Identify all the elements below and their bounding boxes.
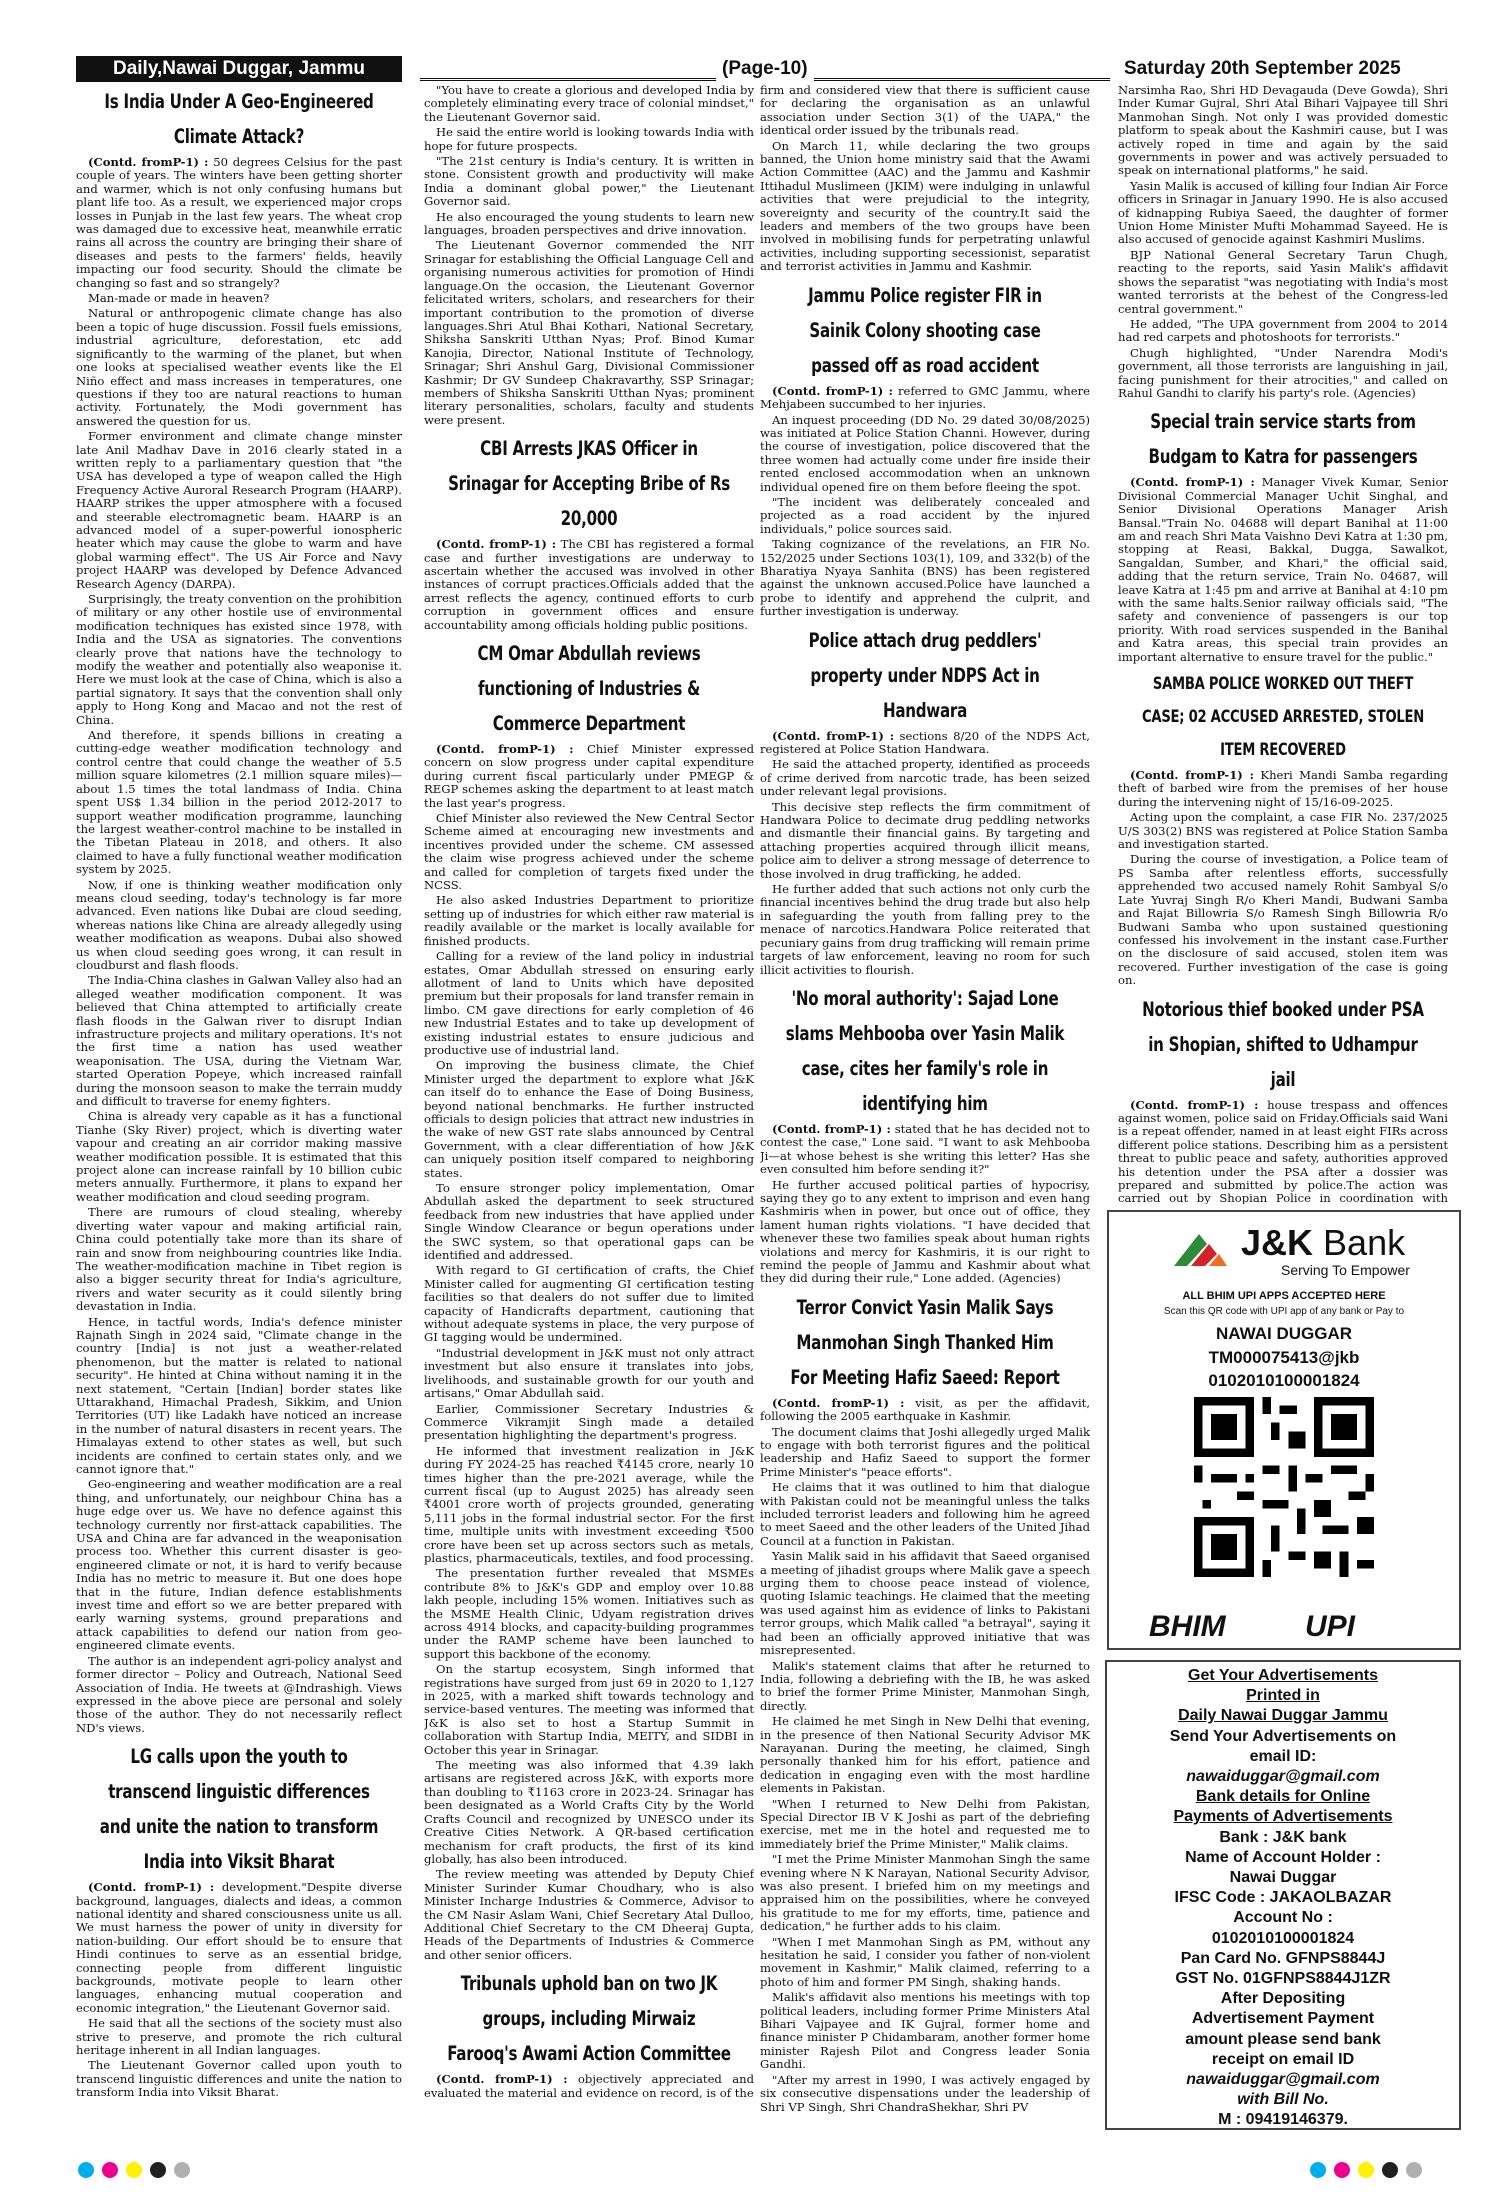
headline-cm-review: CM Omar Abdullah reviews functioning of Industries & Commerce Department bbox=[477, 642, 701, 735]
ad-email[interactable]: nawaiduggar@gmail.com bbox=[1186, 2071, 1380, 2089]
headline-lg-youth: LG calls upon the youth to transcend linguistic differences and unite the nation to transform India into Viksit Bharat bbox=[99, 1745, 379, 1874]
article-text: He said the attached property, identified as proceeds of crime derived from narcotic trade, has been seized under relevant legal provisions. bbox=[760, 757, 1090, 799]
article-text: sections 8/20 of the NDPS Act, registered at Police Station Handwara. bbox=[760, 728, 1090, 756]
column-1 bbox=[76, 84, 402, 2164]
article-text: "After my arrest in 1990, I was actively engaged by six consecutive dispensations under the leadership of Shri VP Singh, Shri ChandraShekhar, Shri PV bbox=[760, 2072, 1090, 2114]
article-text: firm and considered view that there is sufficient cause for declaring the organisation as an unlawful association under Section 3(1) of the UAPA," the identical order issued by the tribunals read. bbox=[760, 84, 1090, 138]
contd-label: (Contd. fromP-1) : bbox=[772, 383, 893, 398]
article-text: The review meeting was attended by Deputy Chief Minister Surinder Kumar Choudhary, who is also Minister Incharge Industries & Commerce, Advisor to the CM Nasir Aslam Wani, Chief Secretary Atal Dulloo, Additional Chief Secretary to the CM Dheeraj Gupta, Heads of the Departments of Industries & Commerce and other senior officers. bbox=[424, 1867, 754, 1962]
scan-instruction-text: Scan this QR code with UPI app of any bank or Pay to bbox=[1163, 1306, 1405, 1317]
account-number: 0102010100001824 bbox=[1208, 1371, 1360, 1390]
article-text: On March 11, while declaring the two groups banned, the Union home ministry said that the Awami Action Committee (AAC) and the Jammu and Kashmir Ittihadul Muslimeen (JKIM) were indulging in unlawful activities that were prejudicial to the integrity, sovereignty and security of the country.It said the leaders and members of the two groups have been involved in mobilising funds for perpetrating unlawful activities, including supporting secessionist, separatist and terrorist activities in Jammu and Kashmir. bbox=[760, 138, 1090, 274]
headline-sainik-colony: Jammu Police register FIR in Sainik Colony shooting case passed off as road accident bbox=[808, 283, 1042, 377]
article-text: The Lieutenant Governor called upon youth to transcend linguistic differences and unite the nation to transform India into Viksit Bharat. bbox=[76, 2058, 402, 2100]
contd-label: (Contd. fromP-1) : bbox=[436, 2072, 568, 2087]
ad-line: Get Your Advertisements bbox=[1188, 1667, 1378, 1684]
article-text: Former environment and climate change minster late Anil Madhav Dave in 2016 clearly stated in a written reply to a parliamentary question that "the USA has developed a type of weapon called the High Frequency Active Auroral Research Program (HAARP). HAARP strikes the upper atmosphere with a focused and steerable electromagnetic beam. HAARP is an advanced model of a super-powerful ionospheric heater which may cause the globe to warm and have global warming effect". The US Air Force and Navy project HAARP was developed by Defence Advanced Research Agency (DARPA). bbox=[76, 429, 402, 591]
logo-word: Bank bbox=[1323, 1222, 1406, 1263]
article-text: Acting upon the complaint, a case FIR No. 237/2025 U/S 303(2) BNS was registered at Police Station Samba and investigation started. bbox=[1118, 810, 1448, 852]
article-text: house trespass and offences against women, police said on Friday.Officials said Wani is a repeat offender, named in at least eight FIRs across different police stations. Describing him as a persistent threat to public peace and safety, authorities approved his detention under the PSA after a dossier was prepared and submitted by police.The action was carried out by Shopian Police in coordination with bbox=[1118, 1097, 1448, 1204]
headline-yasin-malik: Terror Convict Yasin Malik Says Manmohan Singh Thanked Him For Meeting Hafiz Saeed: Report bbox=[790, 1295, 1060, 1389]
bhim-logo: BHIM bbox=[1149, 1610, 1226, 1643]
article-text: An inquest proceeding (DD No. 29 dated 30/08/2025) was initiated at Police Station Channi. However, during the course of investigation, police discovered that the three women had actually come under fire inside their rented enclosed accommodation when an unknown individual opened fire on them before fleeing the spot. bbox=[760, 412, 1090, 494]
article-text: To ensure stronger policy implementation, Omar Abdullah asked the department to seek structured feedback from new industries that have applied under Single Window Clearance or begun operations under the SWC system, so that operational gaps can be identified and addressed. bbox=[424, 1181, 754, 1263]
ad-line: email ID: bbox=[1249, 1747, 1317, 1765]
registration-dot bbox=[1310, 2162, 1326, 2178]
article-text: "You have to create a glorious and developed India by completely eliminating every trace of colonial mindset," the Lieutenant Governor said. bbox=[424, 84, 754, 124]
jk-bank-logo-icon bbox=[1169, 1226, 1229, 1276]
article-text: The document claims that Joshi allegedly urged Malik to engage with both terrorist figures and the political leadership and Hafiz Saeed to support the former Prime Minister's "peace efforts". bbox=[760, 1424, 1090, 1479]
contd-label: (Contd. fromP-1) : bbox=[772, 728, 894, 743]
ad-phone: M : 09419146379. bbox=[1218, 2111, 1348, 2129]
ad-line: Bank : J&K bank bbox=[1219, 1828, 1347, 1846]
article-text: "I met the Prime Minister Manmohan Singh the same evening where N K Narayan, National Security Advisor, was also present. I briefed him on my meetings and appraised him on the possibilities, where he conveyed his gratitude to me for my efforts, time, patience and dedication," he further adds to his claim. bbox=[760, 1852, 1090, 1934]
article-text: On improving the business climate, the Chief Minister urged the department to explore what J&K can itself do to enhance the Ease of Doing Business, beyond national benchmarks. He further instructed officials to design policies that attract new industries in the wake of new GST rate slabs announced by Central Government, with a clear differentiation of how J&K can uniquely position itself compared to neighboring states. bbox=[424, 1058, 754, 1180]
article-text: He also encouraged the young students to learn new languages, broaden perspectives and drive innovation. bbox=[424, 209, 754, 238]
headline-samba-police: SAMBA POLICE WORKED OUT THEFT CASE; 02 ACCUSED ARRESTED, STOLEN ITEM RECOVERED bbox=[1142, 674, 1424, 761]
article-text: Natural or anthropogenic climate change has also been a topic of huge discussion. Fossil fuels emissions, industrial agriculture, deforestation, etc add significantly to the warming of the planet, but when one looks at specialised weather events like the El Niño effect and mass increases in temperatures, one questions if they too are natural reactions to human activity. Fortunately, the Modi government has answered the question for us. bbox=[76, 306, 402, 428]
registration-dot bbox=[174, 2162, 190, 2178]
ad-line: Bank details for Online bbox=[1195, 1788, 1371, 1806]
headline-geo-engineered: Is India Under A Geo-Engineered Climate Attack? bbox=[104, 90, 374, 148]
payee-name: NAWAI DUGGAR bbox=[1216, 1324, 1352, 1343]
article-text: development."Despite diverse background, languages, dialects and ideas, a common national identity and shared consciousness unite us all. We must harness the power of unity in diversity for nation-building. Our effort should be to ensure that Hindi continues to serve as an essential bridge, connecting people from different linguistic backgrounds, motivate people to learn other languages, enhancing mutual cooperation and economic integration," the Lieutenant Governor said. bbox=[76, 1880, 402, 2015]
article-text: The Lieutenant Governor commended the NIT Srinagar for establishing the Official Language Cell and organising numerous activities for promotion of Hindi language.On the occasion, the Lieutenant Governor felicitated writers, scholars, and researchers for their important contribution to the promotion of diverse languages.Shri Atul Bhai Kothari, National Secretary, Shiksha Sanskriti Utthan Nyas; Prof. Binod Kumar Kanojia, Director, National Institute of Technology, Srinagar; Shri Anshul Garg, Divisional Commissioner Kashmir; Dr GV Sundeep Chakravarthy, SSP Srinagar; members of Shiksha Sanskriti Utthan Nyas; prominent literary personalities, scholars, faculty and students were present. bbox=[424, 238, 754, 427]
article-text: The author is an independent agri-policy analyst and former director – Policy and Outreach, National Seed Association of India. He tweets at @Indrashigh. Views expressed in the above piece are personal and solely those of the author. They do not necessarily reflect ND's views. bbox=[76, 1653, 402, 1735]
article-text: And therefore, it spends billions in creating a cutting-edge weather modification technology and control centre that could change the weather of 5.5 million square kilometres (2.1 million square miles)—about 1.5 times the total landmass of India. China spent US$ 1.34 billion in the period 2012-2017 to support weather modification programme, launching the largest weather-control machine to be installed in the Tibetan Plateau in 2018, and others. It also claimed to have a fully functional weather modification system by 2025. bbox=[76, 728, 402, 877]
headline-tribunals: Tribunals uphold ban on two JK groups, including Mirwaiz Farooq's Awami Action Committee bbox=[447, 1972, 731, 2066]
article-text: During the course of investigation, a Police team of PS Samba after relentless efforts, successfully apprehended two accused namely Rohit Sambyal S/o Late Yuvraj Singh R/o Kheri Mandi, Budwani Samba and Rajat Billowria S/o Ramesh Singh Billowria R/o Budwani Samba who upon sustained questioning confessed his involvement in the instant case.Further on the disclosure of said accused, stolen item was recovered. Further investigation of the case is going on. bbox=[1118, 852, 1448, 988]
article-text: Earlier, Commissioner Secretary Industries & Commerce Vikramjit Singh made a detailed presentation highlighting the department's progress. bbox=[424, 1401, 754, 1443]
advertisement-info-box bbox=[1105, 1660, 1461, 2130]
contd-label: (Contd. fromP-1) : bbox=[1130, 475, 1255, 490]
ad-line: Printed in bbox=[1246, 1687, 1320, 1705]
article-text: Chief Minister expressed concern on slow progress under capital expenditure during current fiscal particularly under PMEGP & REGP schemes asking the department to at least match the last year's progress. bbox=[424, 742, 754, 810]
contd-label: (Contd. fromP-1) : bbox=[1130, 768, 1254, 783]
article-text: stated that he has decided not to contest the case," Lone said. "I want to ask Mehbooba Ji—at whose behest is she writing this letter? Has she even consulted him before sending it?" bbox=[760, 1121, 1090, 1177]
registration-dot bbox=[1358, 2162, 1374, 2178]
article-text: visit, as per the affidavit, following the 2005 earthquake in Kashmir. bbox=[760, 1395, 1090, 1424]
contd-label: (Contd. fromP-1) : bbox=[436, 537, 557, 552]
article-text: BJP National General Secretary Tarun Chugh, reacting to the reports, said Yasin Malik's affidavit shows the separatist "was negotiating with India's most wanted terrorists at the behest of the Congress-led central government." bbox=[1118, 247, 1448, 316]
article-text: With regard to GI certification of crafts, the Chief Minister called for augmenting GI certification testing facilities so that dealers do not suffer due to limited capacity of Handicrafts department, cautioning that without adequate systems in place, the very purpose of GI tagging would be undermined. bbox=[424, 1263, 754, 1345]
ad-email[interactable]: nawaiduggar@gmail.com bbox=[1186, 1768, 1380, 1786]
contd-label: (Contd. fromP-1) : bbox=[772, 1121, 891, 1136]
article-text: China is already very capable as it has a functional Tianhe (Sky River) project, which is diverting water vapour and creating an air corridor making massive weather modification possible. It is estimated that this project alone can increase rainfall by 10 billion cubic meters annually. Furthermore, it plans to expand her weather modification and cloud seeding program. bbox=[76, 1109, 402, 1204]
article-text: "The 21st century is India's century. It is written in stone. Consistent growth and productivity will make India a dominant global power," the Lieutenant Governor said. bbox=[424, 154, 754, 209]
contd-label: (Contd. fromP-1) : bbox=[1130, 1097, 1259, 1112]
bank-tagline: Serving To Empower bbox=[1281, 1262, 1410, 1278]
article-text: There are rumours of cloud stealing, whereby diverting water vapour and making artificial rain, China could potentially take more than its share of rain and snow from neighbouring countries like India. The weather-modification machine in Tibet region is also a bigger security threat for India's agriculture, rivers and water security as it could silently bring devastation in India. bbox=[76, 1205, 402, 1314]
upi-id: TM000075413@jkb bbox=[1208, 1348, 1360, 1367]
article-text: Hence, in tactful words, India's defence minister Rajnath Singh in 2024 said, "Climate change in the country [India] is not just a weather-related phenomenon, but the matter is related to national security". He hinted at China without naming it in the next statement, "Certain [Indian] border states like Uttarakhand, Himachal Pradesh, Sikkim, and Union Territories (UT) like Ladakh have noticed an increase in the number of natural disasters in recent years. The Himalayas extend to other states as well, but such incidents are confined to certain states only, and we cannot ignore that." bbox=[76, 1314, 402, 1476]
registration-dot bbox=[1334, 2162, 1350, 2178]
registration-dot bbox=[102, 2162, 118, 2178]
article-text: On the startup ecosystem, Singh informed that registrations have surged from just 69 in 2020 to 1,127 in 2025, with a marked shift towards technology and service-based ventures. The meeting was informed that J&K is also set to host a Startup Summit in collaboration with Startup India, MEITY, and SIDBI in October this year in Srinagar. bbox=[424, 1662, 754, 1757]
article-text: Geo-engineering and weather modification are a real thing, and unfortunately, our neighbour China has a huge edge over us. We have no defence against this technology currently nor first-attack capabilities. The USA and China are far advanced in the weaponisation process too. Whether this current disaster is geo-engineered climate or not, it is hard to verify because India has no metric to measure it. But one does hope that in the future, Indian defence establishments invest time and effort so we are better prepared with early warning systems, ground preparations and attack capabilities to defend our nation from geo-engineered climate events. bbox=[76, 1477, 402, 1653]
article-text: The presentation further revealed that MSMEs contribute 8% to J&K's GDP and employ over 10.88 lakh people, including 15% women. Initiatives such as the MSME Health Clinic, Udyam registration drives across 4914 blocks, and capacity-building programmes under the RAMP scheme have been launched to support this backbone of the economy. bbox=[424, 1566, 754, 1661]
ad-line: Nawai Duggar bbox=[1229, 1869, 1337, 1887]
ad-line: Daily Nawai Duggar Jammu bbox=[1178, 1707, 1388, 1725]
article-text: He said that all the sections of the society must also strive to preserve, and promote the rich cultural heritage inherent in all Indian languages. bbox=[76, 2016, 402, 2057]
headline-handwara: Police attach drug peddlers' property under NDPS Act in Handwara bbox=[808, 628, 1042, 722]
masthead bbox=[0, 56, 1500, 86]
issue-date: Saturday 20th September 2025 bbox=[1124, 58, 1401, 79]
registration-dot bbox=[126, 2162, 142, 2178]
jk-bank-advertisement bbox=[1107, 1210, 1461, 1650]
ad-line: Name of Account Holder : bbox=[1185, 1848, 1381, 1866]
article-text: He claims that it was outlined to him that dialogue with Pakistan could not be meaningful unless the talks included terrorist leaders and following him he agreed to meet Saeed and the other leaders of the United Jihad Council at a function in Pakistan. bbox=[760, 1480, 1090, 1548]
ad-line: Payments of Advertisements bbox=[1173, 1808, 1393, 1826]
article-text: He added, "The UPA government from 2004 to 2014 had red carpets and photoshoots for terrorists." bbox=[1118, 316, 1448, 345]
contd-label: (Contd. fromP-1) : bbox=[88, 1880, 215, 1895]
headline-sajad-lone: 'No moral authority': Sajad Lone slams Mehbooba over Yasin Malik case, cites her family's role in identifying him bbox=[785, 986, 1065, 1115]
contd-label: (Contd. fromP-1) : bbox=[436, 742, 574, 756]
registration-dot bbox=[1406, 2162, 1422, 2178]
article-text: Surprisingly, the treaty convention on the prohibition of military or any other hostile use of environmental modification techniques has existed since 1978, with India and the USA as signatories. The conventions clearly prove that nations have the technology to modify the weather and potentially also weaponise it. Here we must look at the case of China, which is also a partial signatory. It says that the convention shall only apply to Hong Kong and Macao and not the rest of China. bbox=[76, 592, 402, 727]
paper-name: Daily,Nawai Duggar, Jammu bbox=[76, 56, 402, 82]
contd-label: (Contd. fromP-1) : bbox=[772, 1395, 905, 1410]
article-text: Narsimha Rao, Shri HD Devagauda (Deve Gowda), Shri Inder Kumar Gujral, Shri Atal Bihari Vajpayee till Shri Manmohan Singh. Not only I was provided domestic platform to speak about the Kashmiri cause, but I was actively roped in time and again by the said governments in power and was actively persuaded to speak on international platforms," he said. bbox=[1118, 84, 1448, 178]
bank-logo-text bbox=[1241, 1222, 1405, 1264]
ad-line: Send Your Advertisements on bbox=[1169, 1727, 1397, 1745]
headline-notorious-thief: Notorious thief booked under PSA in Shopian, shifted to Udhampur jail bbox=[1142, 997, 1424, 1091]
article-text: "When I met Manmohan Singh as PM, without any hesitation he said, I consider you father of non-violent movement in Kashmir," Malik claimed, referring to a photo of him and former PM Singh, shaking hands. bbox=[760, 1934, 1090, 1989]
ad-line: Advertisement Payment bbox=[1191, 2010, 1375, 2028]
article-text: Yasin Malik said in his affidavit that Saeed organised a meeting of jihadist groups where Malik gave a speech urging them to choose peace instead of violence, quoting Islamic teachings. He claimed that the meeting was used against him as evidence of links to Pakistani terror groups, which Malik called "a betrayal", saying it had been an officially approved initiative that was misrepresented. bbox=[760, 1549, 1090, 1658]
column-2 bbox=[424, 84, 754, 2164]
article-text: He also asked Industries Department to prioritize setting up of industries for which either raw material is readily available or the market is locally available for finished products. bbox=[424, 893, 754, 948]
page-number: (Page-10) bbox=[716, 56, 814, 82]
article-text: Taking cognizance of the revelations, an FIR No. 152/2025 under Sections 103(1), 109, and 332(b) of the Bharatiya Nyaya Sanhita (BNS) has been registered against the unknown accused.Police have launched a probe to identify and apprehend the culprit, and further investigation is underway. bbox=[760, 537, 1090, 619]
article-text: He further added that such actions not only curb the financial incentives behind the drug trade but also help in safeguarding the youth from falling prey to the menace of narcotics.Handwara Police reiterated that pecuniary gains from drug trafficking will remain prime targets of law enforcement, leaving no room for such illicit activities to flourish. bbox=[760, 882, 1090, 977]
registration-dot bbox=[78, 2162, 94, 2178]
article-text: The meeting was also informed that 4.39 lakh artisans are registered across J&K, with exports more than doubling to ₹1163 crore in 2023-24. Srinagar has been designated as a World Crafts City by the World Crafts Council and recognized by UNESCO under its Creative Cities Network. A QR-based certification mechanism for craft products, the first of its kind globally, has also been introduced. bbox=[424, 1758, 754, 1866]
ad-line: with Bill No. bbox=[1237, 2091, 1329, 2109]
article-text: Kheri Mandi Samba regarding theft of barbed wire from the premises of her house during the intervening night of 15/16-09-2025. bbox=[1118, 768, 1448, 809]
headline-special-train: Special train service starts from Budgam to Katra for passengers bbox=[1148, 410, 1418, 469]
article-text: referred to GMC Jammu, where Mehjabeen succumbed to her injuries. bbox=[760, 383, 1090, 412]
registration-dot bbox=[150, 2162, 166, 2178]
article-text: He informed that investment realization in J&K during FY 2024-25 has reached ₹4145 crore, nearly 10 times higher than the pre-2021 average, while the current fiscal (up to August 2025) has already seen ₹4001 crore worth of projects grounded, generating 5,111 jobs in the formal industrial sector. For the first time, multiple units with investment exceeding ₹500 crore have been set up across sectors such as metals, plastics, pharmaceuticals, textiles, and food processing. bbox=[424, 1443, 754, 1565]
ad-line: GST No. 01GFNPS8844J1ZR bbox=[1175, 1970, 1391, 1988]
column-3 bbox=[760, 84, 1090, 2164]
ad-line: Account No : bbox=[1233, 1909, 1333, 1927]
article-text: This decisive step reflects the firm commitment of Handwara Police to decimate drug peddling networks and dismantle their financial gains. By targeting and attaching properties acquired through illicit means, police aim to deliver a strong message of deterrence to those involved in drug trafficking, he added. bbox=[760, 799, 1090, 881]
article-text: Malik's affidavit also mentions his meetings with top political leaders, including former Prime Ministers Atal Bihari Vajpayee and IK Gujral, former home and finance minister P Chidambaram, another former home minister Rajesh Pilot and Congress leader Sonia Gandhi. bbox=[760, 1990, 1090, 2072]
ad-line: Pan Card No. GFNPS8844J bbox=[1180, 1949, 1386, 1967]
logo-prefix: J&K bbox=[1241, 1222, 1314, 1263]
article-text: Man-made or made in heaven? bbox=[88, 291, 270, 306]
ad-line: receipt on email ID bbox=[1211, 2050, 1355, 2068]
article-text: Malik's statement claims that after he returned to India, following a debriefing with the IB, he was asked to brief the former Prime Minister, Manmohan Singh, directly. bbox=[760, 1658, 1090, 1713]
ad-line: IFSC Code : JAKAOLBAZAR bbox=[1174, 1889, 1392, 1907]
article-text: 50 degrees Celsius for the past couple of years. The winters have been getting shorter and warmer, which is not only confusing humans but plant life too. As a result, we experienced major crops losses in Punjab in the last few years. The wheat crop was damaged due to excessive heat, meanwhile erratic rains all across the country are bringing their share of diseases and pests to the farmers' fields, heavily impacting our food security. Should the climate be changing so fast and so strangely? bbox=[76, 155, 402, 290]
column-4 bbox=[1118, 84, 1448, 1204]
article-text: Chief Minister also reviewed the New Central Sector Scheme aimed at encouraging new investments and incentives provided under the scheme. CM assessed the claim wise progress achieved under the scheme and called for completion of targets fixed under the NCSS. bbox=[424, 811, 754, 893]
article-text: Calling for a review of the land policy in industrial estates, Omar Abdullah stressed on ensuring early allotment of land to Units which have deposited premium but their proposals for land transfer remain in limbo. CM gave directions for early completion of 46 new Industrial Estates and to take up development of existing industrial estates to ensure judicious and productive use of industrial land. bbox=[424, 949, 754, 1057]
ad-line: After Depositing bbox=[1220, 1990, 1346, 2008]
article-text: "The incident was deliberately concealed and projected as a road accident by the injured individuals," police sources said. bbox=[760, 494, 1090, 536]
ad-line: 0102010100001824 bbox=[1211, 1929, 1355, 1947]
article-text: He said the entire world is looking towards India with hope for future prospects. bbox=[424, 125, 754, 153]
registration-dot bbox=[1382, 2162, 1398, 2178]
article-text: He further accused political parties of hypocrisy, saying they go to any extent to imprison and even hang Kashmiris when in power, but once out of office, they lament human rights violations. "I have decided that whenever these two families speak about human rights violations and mercy for Kashmiris, it is our right to remind the people of Jammu and Kashmir about what they did during their rule," Lone added. (Agencies) bbox=[760, 1177, 1090, 1286]
qr-code-icon bbox=[1194, 1397, 1374, 1577]
upi-logo: UPI bbox=[1305, 1610, 1356, 1643]
upi-accepted-text: ALL BHIM UPI APPS ACCEPTED HERE bbox=[1182, 1290, 1386, 1302]
article-text: objectively appreciated and evaluated the material and evidence on record, is of the bbox=[424, 2072, 754, 2100]
article-text: The India-China clashes in Galwan Valley also had an alleged weather modification component. It was believed that China attempted to artificially create flash floods in the Galwan river to disrupt Indian infrastructure projects and military operations. It's not the first time a nation has used weather weaponisation. The USA, during the Vietnam War, started Operation Popeye, which increased rainfall during the monsoon season to make the terrain muddy and difficult to traverse for enemy fighters. bbox=[76, 973, 402, 1109]
article-text: The CBI has registered a formal case and further investigations are underway to ascertain whether the accused was involved in other instances of corrupt practices.Officials added that the arrest reflects the agency, continued efforts to curb corruption in government offices and ensure accountability among officials holding public positions. bbox=[424, 537, 754, 632]
headline-cbi-arrest: CBI Arrests JKAS Officer in Srinagar for Accepting Bribe of Rs 20,000 bbox=[448, 437, 730, 531]
article-text: He claimed he met Singh in New Delhi that evening, in the presence of then National Security Advisor MK Narayanan. During the meeting, he claimed, Singh personally thanked him for his effort, patience and dedication in engaging even with the most hardline elements in Pakistan. bbox=[760, 1714, 1090, 1796]
article-text: "When I returned to New Delhi from Pakistan, Special Director IB V K Joshi as part of the debriefing exercise, met me in the hotel and requested me to immediately brief the Prime Minister," Malik claims. bbox=[760, 1796, 1090, 1851]
article-text: Chugh highlighted, "Under Narendra Modi's government, all those terrorists are languishing in jail, facing punishment for their atrocities," and called on Rahul Gandhi to clarify his party's role. (Agencies) bbox=[1118, 345, 1448, 400]
article-text: Manager Vivek Kumar, Senior Divisional Commercial Manager Uchit Singhal, and Senior Divisional Operations Manager Arish Bansal."Train No. 04688 will depart Banihal at 11:00 am and reach Shri Mata Vaishno Devi Katra at 1:30 pm, stopping at Reasi, Bakkal, Dugga, Sawalkot, Sangaldan, Sumber, and Khari," the official said, adding that the return service, Train No. 04687, will leave Katra at 1:45 pm and arrive at Banihal at 4:10 pm with the same halts.Senior railway officials said, "The safety and convenience of passengers is our top priority. With road services suspended in the Banihal and Katra areas, this special train provides an important alternative to ensure travel for the public." bbox=[1118, 475, 1448, 664]
article-text: "Industrial development in J&K must not only attract investment but also ensure it translates into jobs, livelihoods, and sustainable growth for our youth and artisans," Omar Abdullah said. bbox=[424, 1345, 754, 1401]
contd-label: (Contd. fromP-1) : bbox=[88, 155, 209, 169]
article-text: Yasin Malik is accused of killing four Indian Air Force officers in Srinagar in January 1990. He is also accused of kidnapping Rubiya Saeed, the daughter of former Union Home Minister Mufti Mohammad Sayeed. He is also accused of genocide against Kashmiri Muslims. bbox=[1118, 178, 1448, 247]
ad-line: amount please send bank bbox=[1185, 2030, 1381, 2048]
article-text: Now, if one is thinking weather modification only means cloud seeding, today's technology is far more advanced. Even nations like Dubai are cloud seeding, whereas nations like China are already allegedly using weather modification as weapons. Dubai also showed us when cloud seeding goes wrong, it can result in cloudburst and flash floods. bbox=[76, 877, 402, 972]
